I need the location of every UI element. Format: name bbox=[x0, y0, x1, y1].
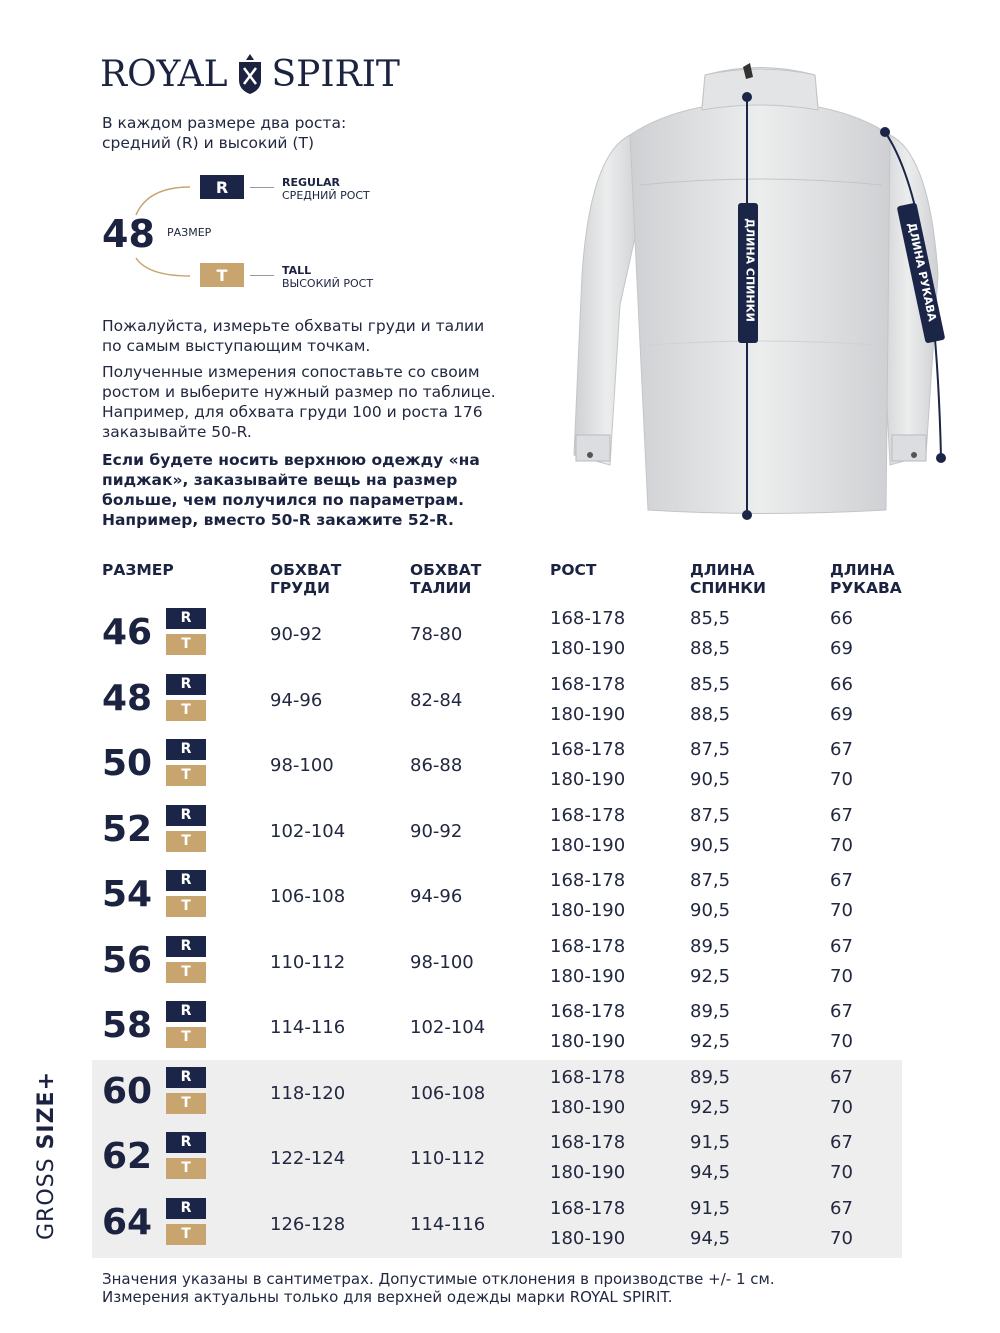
row-waist: 102-104 bbox=[410, 1017, 486, 1038]
row-back-r: 89,5 bbox=[690, 1001, 731, 1022]
table-row bbox=[0, 1128, 1000, 1194]
row-r-tag: R bbox=[166, 1067, 206, 1088]
jacket-illustration bbox=[560, 55, 960, 525]
legend-size: 48 bbox=[102, 212, 155, 256]
row-sleeve-r: 67 bbox=[830, 739, 853, 760]
row-back-r: 89,5 bbox=[690, 936, 731, 957]
row-t-tag: T bbox=[166, 1224, 206, 1245]
row-waist: 86-88 bbox=[410, 755, 463, 776]
header-chest bbox=[270, 561, 341, 597]
para-line: Если будете носить верхнюю одежду «на bbox=[102, 451, 480, 469]
row-height-t: 180-190 bbox=[550, 966, 626, 987]
row-waist: 98-100 bbox=[410, 952, 474, 973]
header-line: ОБХВАТ bbox=[410, 561, 482, 579]
legend-t-text bbox=[282, 264, 373, 290]
row-size: 58 bbox=[102, 1005, 153, 1046]
row-t-tag: T bbox=[166, 765, 206, 786]
footer-note bbox=[102, 1270, 775, 1306]
row-chest: 114-116 bbox=[270, 1017, 346, 1038]
row-sleeve-t: 70 bbox=[830, 835, 853, 856]
table-row bbox=[0, 866, 1000, 932]
row-size: 50 bbox=[102, 743, 153, 784]
row-height-r: 168-178 bbox=[550, 1001, 626, 1022]
row-back-t: 94,5 bbox=[690, 1162, 731, 1183]
table-row bbox=[0, 604, 1000, 670]
row-chest: 90-92 bbox=[270, 624, 323, 645]
row-waist: 110-112 bbox=[410, 1148, 486, 1169]
row-t-tag: T bbox=[166, 896, 206, 917]
para-line: Пожалуйста, измерьте обхваты груди и талии bbox=[102, 317, 485, 335]
header-waist bbox=[410, 561, 481, 597]
row-back-t: 88,5 bbox=[690, 704, 731, 725]
table-row bbox=[0, 932, 1000, 998]
row-back-r: 85,5 bbox=[690, 674, 731, 695]
header-line: ДЛИНА bbox=[690, 561, 755, 579]
header-line: СПИНКИ bbox=[690, 579, 766, 597]
row-back-r: 87,5 bbox=[690, 870, 731, 891]
row-t-tag: T bbox=[166, 1093, 206, 1114]
row-sleeve-t: 70 bbox=[830, 966, 853, 987]
row-r-tag: R bbox=[166, 805, 206, 826]
row-sleeve-r: 67 bbox=[830, 1132, 853, 1153]
legend-r-sub: СРЕДНИЙ РОСТ bbox=[282, 189, 370, 202]
row-size: 64 bbox=[102, 1202, 153, 1243]
row-waist: 114-116 bbox=[410, 1214, 486, 1235]
row-height-t: 180-190 bbox=[550, 704, 626, 725]
row-height-r: 168-178 bbox=[550, 1198, 626, 1219]
row-waist: 106-108 bbox=[410, 1083, 486, 1104]
row-sleeve-r: 67 bbox=[830, 870, 853, 891]
header-line: ОБХВАТ bbox=[270, 561, 342, 579]
legend-size-label: РАЗМЕР bbox=[167, 226, 212, 239]
row-sleeve-t: 69 bbox=[830, 704, 853, 725]
row-back-t: 90,5 bbox=[690, 835, 731, 856]
row-sleeve-r: 67 bbox=[830, 1198, 853, 1219]
row-sleeve-t: 70 bbox=[830, 900, 853, 921]
row-back-r: 87,5 bbox=[690, 805, 731, 826]
header-height: РОСТ bbox=[550, 561, 597, 579]
paragraph-measure bbox=[102, 316, 522, 356]
row-sleeve-r: 67 bbox=[830, 805, 853, 826]
gross-bold: SIZE+ bbox=[34, 1070, 59, 1150]
para-line: Полученные измерения сопоставьте со своим bbox=[102, 363, 480, 381]
row-back-t: 90,5 bbox=[690, 900, 731, 921]
legend-t-tag: T bbox=[200, 263, 244, 287]
brand-left: ROYAL bbox=[100, 53, 228, 95]
row-r-tag: R bbox=[166, 1198, 206, 1219]
row-r-tag: R bbox=[166, 739, 206, 760]
para-line: ростом и выберите нужный размер по таблице. bbox=[102, 383, 496, 401]
row-size: 48 bbox=[102, 678, 153, 719]
para-line: больше, чем получился по параметрам. bbox=[102, 491, 465, 509]
row-chest: 122-124 bbox=[270, 1148, 346, 1169]
row-height-r: 168-178 bbox=[550, 1067, 626, 1088]
row-waist: 78-80 bbox=[410, 624, 463, 645]
row-sleeve-r: 66 bbox=[830, 608, 853, 629]
row-sleeve-r: 67 bbox=[830, 936, 853, 957]
row-sleeve-t: 69 bbox=[830, 638, 853, 659]
row-height-r: 168-178 bbox=[550, 1132, 626, 1153]
row-t-tag: T bbox=[166, 1027, 206, 1048]
table-row bbox=[0, 735, 1000, 801]
row-height-r: 168-178 bbox=[550, 936, 626, 957]
intro-line: В каждом размере два роста: bbox=[102, 114, 347, 132]
row-r-tag: R bbox=[166, 1001, 206, 1022]
row-t-tag: T bbox=[166, 1158, 206, 1179]
row-sleeve-t: 70 bbox=[830, 1097, 853, 1118]
legend-t-sub: ВЫСОКИЙ РОСТ bbox=[282, 277, 374, 290]
row-waist: 90-92 bbox=[410, 821, 463, 842]
intro-text bbox=[102, 113, 346, 153]
gross-light: GROSS bbox=[34, 1149, 59, 1240]
row-height-r: 168-178 bbox=[550, 674, 626, 695]
row-sleeve-t: 70 bbox=[830, 1031, 853, 1052]
paragraph-compare bbox=[102, 362, 522, 442]
row-back-r: 87,5 bbox=[690, 739, 731, 760]
row-height-r: 168-178 bbox=[550, 739, 626, 760]
para-line: Например, для обхвата груди 100 и роста 176 bbox=[102, 403, 483, 421]
row-back-t: 90,5 bbox=[690, 769, 731, 790]
row-height-t: 180-190 bbox=[550, 835, 626, 856]
row-size: 60 bbox=[102, 1071, 153, 1112]
sleeve-length-label: ДЛИНА РУКАВА bbox=[905, 221, 939, 323]
row-r-tag: R bbox=[166, 608, 206, 629]
row-back-t: 92,5 bbox=[690, 1097, 731, 1118]
header-size: РАЗМЕР bbox=[102, 561, 174, 579]
legend-r-line bbox=[250, 187, 274, 188]
row-size: 54 bbox=[102, 874, 153, 915]
row-chest: 126-128 bbox=[270, 1214, 346, 1235]
row-back-t: 88,5 bbox=[690, 638, 731, 659]
row-height-t: 180-190 bbox=[550, 638, 626, 659]
table-row bbox=[0, 1194, 1000, 1260]
row-height-t: 180-190 bbox=[550, 1162, 626, 1183]
para-line: Например, вместо 50-R закажите 52-R. bbox=[102, 511, 454, 529]
legend-r-tag: R bbox=[200, 175, 244, 199]
brand-right: SPIRIT bbox=[271, 53, 400, 95]
brand-logo bbox=[100, 52, 400, 96]
para-line: пиджак», заказывайте вещь на размер bbox=[102, 471, 458, 489]
intro-line: средний (R) и высокий (T) bbox=[102, 134, 314, 152]
header-line: ГРУДИ bbox=[270, 579, 330, 597]
header-line: ДЛИНА bbox=[830, 561, 895, 579]
row-size: 62 bbox=[102, 1136, 153, 1177]
row-r-tag: R bbox=[166, 870, 206, 891]
row-height-t: 180-190 bbox=[550, 1097, 626, 1118]
row-height-r: 168-178 bbox=[550, 608, 626, 629]
legend-t-line bbox=[250, 275, 274, 276]
row-size: 46 bbox=[102, 612, 153, 653]
row-sleeve-r: 66 bbox=[830, 674, 853, 695]
para-line: заказывайте 50-R. bbox=[102, 423, 252, 441]
row-chest: 102-104 bbox=[270, 821, 346, 842]
table-row bbox=[0, 670, 1000, 736]
row-r-tag: R bbox=[166, 1132, 206, 1153]
header-line: ТАЛИИ bbox=[410, 579, 472, 597]
row-back-r: 91,5 bbox=[690, 1198, 731, 1219]
back-length-label: ДЛИНА СПИНКИ bbox=[743, 218, 757, 322]
footer-line: Значения указаны в сантиметрах. Допустимые отклонения в производстве +/- 1 см. bbox=[102, 1270, 775, 1288]
row-back-t: 92,5 bbox=[690, 966, 731, 987]
row-height-r: 168-178 bbox=[550, 805, 626, 826]
legend-r-title: REGULAR bbox=[282, 176, 340, 189]
row-chest: 110-112 bbox=[270, 952, 346, 973]
row-chest: 106-108 bbox=[270, 886, 346, 907]
row-sleeve-t: 70 bbox=[830, 1162, 853, 1183]
table-row bbox=[0, 801, 1000, 867]
row-chest: 94-96 bbox=[270, 690, 323, 711]
row-height-t: 180-190 bbox=[550, 1031, 626, 1052]
legend-r-text bbox=[282, 176, 370, 202]
row-t-tag: T bbox=[166, 962, 206, 983]
row-sleeve-r: 67 bbox=[830, 1067, 853, 1088]
paragraph-outerwear bbox=[102, 450, 522, 530]
row-waist: 94-96 bbox=[410, 886, 463, 907]
row-sleeve-t: 70 bbox=[830, 1228, 853, 1249]
row-sleeve-t: 70 bbox=[830, 769, 853, 790]
header-sleeve-length bbox=[830, 561, 902, 597]
row-t-tag: T bbox=[166, 700, 206, 721]
row-size: 52 bbox=[102, 809, 153, 850]
row-height-t: 180-190 bbox=[550, 900, 626, 921]
row-waist: 82-84 bbox=[410, 690, 463, 711]
footer-line: Измерения актуальны только для верхней одежды марки ROYAL SPIRIT. bbox=[102, 1288, 673, 1306]
row-back-r: 91,5 bbox=[690, 1132, 731, 1153]
legend-t-title: TALL bbox=[282, 264, 312, 277]
row-chest: 98-100 bbox=[270, 755, 334, 776]
row-back-t: 92,5 bbox=[690, 1031, 731, 1052]
row-r-tag: R bbox=[166, 674, 206, 695]
row-r-tag: R bbox=[166, 936, 206, 957]
row-back-t: 94,5 bbox=[690, 1228, 731, 1249]
row-t-tag: T bbox=[166, 634, 206, 655]
row-height-r: 168-178 bbox=[550, 870, 626, 891]
row-t-tag: T bbox=[166, 831, 206, 852]
row-height-t: 180-190 bbox=[550, 769, 626, 790]
crest-icon bbox=[236, 52, 264, 96]
para-line: по самым выступающим точкам. bbox=[102, 337, 371, 355]
row-back-r: 85,5 bbox=[690, 608, 731, 629]
row-chest: 118-120 bbox=[270, 1083, 346, 1104]
row-back-r: 89,5 bbox=[690, 1067, 731, 1088]
table-row bbox=[0, 997, 1000, 1063]
row-sleeve-r: 67 bbox=[830, 1001, 853, 1022]
header-line: РУКАВА bbox=[830, 579, 902, 597]
table-row bbox=[0, 1063, 1000, 1129]
header-back-length bbox=[690, 561, 766, 597]
row-height-t: 180-190 bbox=[550, 1228, 626, 1249]
row-size: 56 bbox=[102, 940, 153, 981]
